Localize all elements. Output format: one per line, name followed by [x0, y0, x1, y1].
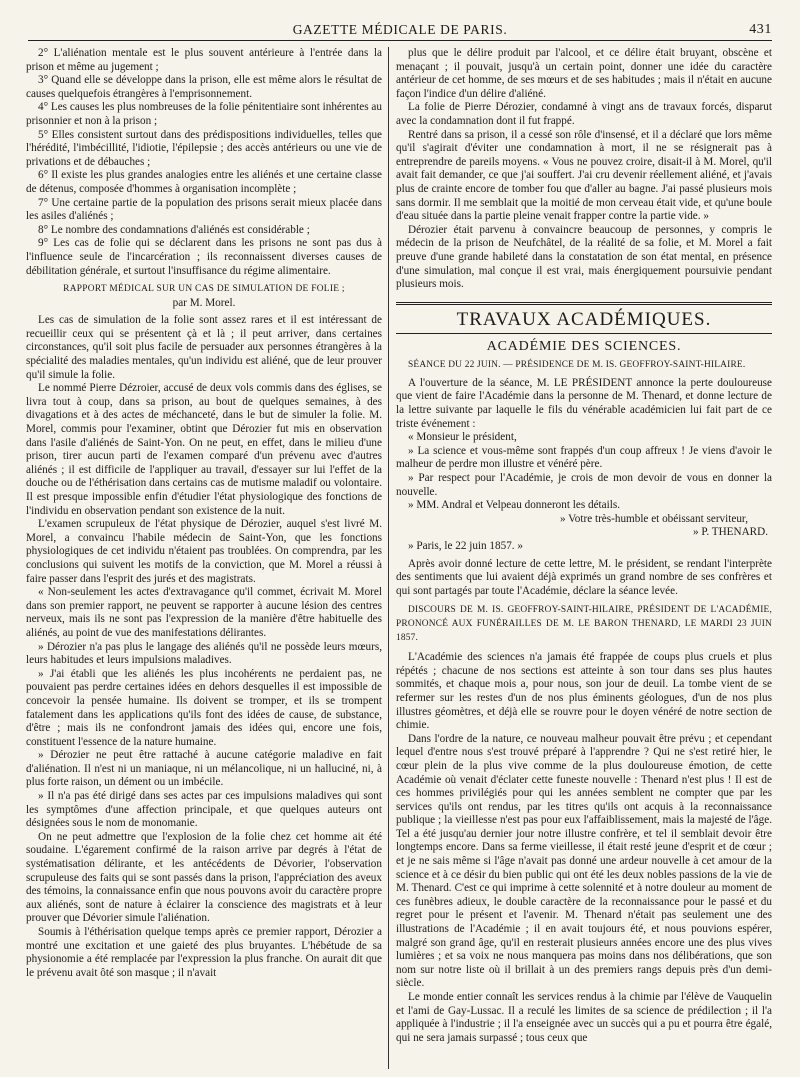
body-paragraph: La folie de Pierre Dérozier, condamné à vingt ans de travaux forcés, disparut avec la condamnation dont il fut frappé.	[396, 101, 772, 127]
letter-line: » La science et vous-même sont frappés d'un coup affreux ! Je viens d'avoir le malheur de perdre mon illustre et vénéré père.	[396, 444, 772, 471]
section-title: TRAVAUX ACADÉMIQUES.	[456, 308, 712, 330]
letter-salutation: « Monsieur le président,	[408, 431, 517, 444]
body-paragraph: L'Académie des sciences n'a jamais été frappée de coups plus cruels et plus répétés ; chacune de nos sections est atteinte à son tour dans ses plus hautes sommités, et chaque mois a, pour nous, son jour de deuil. La tombe vient de se refermer sur les restes d'un de nos plus éminents géologues, d'un de nos plus illustres géomètres, et déjà elle se rouvre pour le doyen vénéré de notre section de chimie.	[396, 651, 772, 732]
letter-signature: » P. THENARD.	[692, 526, 768, 539]
section-title-box	[396, 302, 772, 334]
body-paragraph: « Non-seulement les actes d'extravagance qu'il commet, écrivait M. Morel dans son premier rapport, ne peuvent se rapporter à aucune lésion des centres nerveux, mais ils ne sont pas l'expression de la manière d'être habituelle des aliénés, au point de vue des manifestations délirantes.	[26, 586, 382, 639]
letter-line: » MM. Andral et Velpeau donneront les détails.	[408, 499, 621, 512]
conclusion-paragraph: 2° L'aliénation mentale est le plus souvent antérieure à l'entrée dans la prison et même au jugement ;	[26, 47, 382, 73]
body-paragraph: Le nommé Pierre Dézroier, accusé de deux vols commis dans des églises, se livra tout à coup, dans sa prison, au bout de quelques semaines, à des divagations et à des actes de méchanceté, dans le but de simuler la folie. M. Morel, commis pour l'examiner, obtint que Dérozier fut mis en observation dans l'asile d'aliénés de Saint-Yon. On ne peut, en effet, dans le milieu d'une prison, tirer aucun parti de l'examen comparé d'un prévenu avec d'autres aliénés ; il est difficile de l'appliquer au travail, d'essayer sur lui l'effet de la douche ou de l'éthérisation dans certains cas de mutisme maladif ou volontaire. Il est presque impossible enfin d'étudier l'état physiologique des fonctions de l'individu en observation pendant son existence de la nuit.	[26, 382, 382, 517]
body-paragraph: » J'ai établi que les aliénés les plus incohérents ne perdaient pas, ne pouvaient pas perdre certaines idées en dehors desquelles il est impossible de concevoir la pensée humaine. Ils doivent se tromper, et ils se trompent fatalement dans les applications qu'ils font des idées de cause, de substance, d'être ; mais ils ne confondront jamais des idées qui, encore une fois, constituent l'essence de la nature humaine.	[26, 667, 382, 748]
body-paragraph: Soumis à l'éthérisation quelque temps après ce premier rapport, Dérozier a montré une excitation et une gaieté des plus bruyantes. L'hébétude de sa physionomie a été remplacée par l'expression la plus franche. On aurait dit que le prévenu avait ôté son masque ; il n'avait	[26, 926, 382, 979]
conclusion-paragraph: 8° Le nombre des condamnations d'aliénés est considérable ;	[38, 223, 310, 236]
letter-date: » Paris, le 22 juin 1857. »	[408, 540, 523, 552]
body-paragraph: » Il n'a pas été dirigé dans ses actes par ces impulsions maladives qui sont les symptômes d'une affection principale, et que quelques auteurs ont désignées sous le nom de monomanie.	[26, 790, 382, 830]
body-paragraph: » Dérozier n'a pas plus le langage des aliénés qu'il ne possède leurs mœurs, leurs habitudes et leurs impulsions maladives.	[26, 640, 382, 667]
left-column	[26, 47, 382, 1069]
body-paragraph: L'examen scrupuleux de l'état physique de Dérozier, auquel s'est livré M. Morel, a convaincu l'habile médecin de Saint-Yon, que les fonctions physiologiques de cet individu n'étaient pas troublées. On comprendra, par les conclusions qui suivent les motifs de la conviction, que M. Morel a réussi à faire passer dans l'esprit des jurés et des magistrats.	[26, 518, 382, 585]
conclusion-paragraph: 9° Les cas de folie qui se déclarent dans les prisons ne sont pas dus à l'influence seule de l'incarcération ; ils reconnaissent diverses causes de débilitation générale, et surtout l'insuffisance du régime alimentaire.	[26, 237, 382, 277]
conclusion-paragraph: 4° Les causes les plus nombreuses de la folie pénitentiaire sont inhérentes au prisonnier et non à la prison ;	[26, 101, 382, 127]
right-column	[396, 47, 772, 1069]
conclusion-paragraph: 3° Quand elle se développe dans la prison, elle est même alors le résultat de causes quelquefois étrangères à l'emprisonnement.	[26, 74, 382, 100]
page-number: 431	[749, 22, 772, 37]
page-header	[28, 20, 772, 41]
body-paragraph: » Dérozier ne peut être rattaché à aucune catégorie maladive en fait d'aliénation. Il n'est ni un maniaque, ni un mélancolique, ni un halluciné, ni, à plus forte raison, un dément ou un imbécile.	[26, 749, 382, 789]
conclusion-paragraph: 7° Une certaine partie de la population des prisons serait mieux placée dans les asiles d'aliénés ;	[26, 196, 382, 223]
session-heading: SÉANCE DU 22 JUIN. — PRÉSIDENCE DE M. IS. GEOFFROY-SAINT-HILAIRE.	[408, 360, 746, 371]
body-paragraph: Rentré dans sa prison, il a cessé son rôle d'insensé, et il a déclaré que lors même qu'il s'agirait d'éviter une condamnation à mort, il ne se résignerait pas à entreprendre de pareils moyens. « Vous ne pouvez croire, disait-il à M. Morel, qu'il avait fait demander, ce que j'ai souffert. J'ai cru devenir réellement aliéné, et j'avais plus de crainte encore de tomber fou que d'aller au bagne. J'ai passé plusieurs mois sans dormir. Il me semblait que la moitié de mon cerveau était vide, et qu'une boule d'eau située dans la partie pleine venait frapper contre la partie vide. »	[396, 128, 772, 223]
conclusion-paragraph: 5° Elles consistent surtout dans des prédispositions individuelles, telles que l'hérédité, l'imbécillité, l'idiotie, l'épilepsie ; des accès antérieurs ou une vie de privations et de débauches ;	[26, 128, 382, 168]
body-paragraph: Le monde entier connaît les services rendus à la chimie par l'élève de Vauquelin et l'ami de Gay-Lussac. Il a reculé les limites de sa science de prédilection ; il l'a appliquée à l'industrie ; il l'a enseignée avec un succès qui a pu et pourra être égalé, qui ne sera jamais surpassé ; tous ceux que	[396, 991, 772, 1044]
speech-heading: DISCOURS DE M. IS. GEOFFROY-SAINT-HILAIRE, PRÉSIDENT DE L'ACADÉMIE, PRONONCÉ AUX FUNÉRAILLES DE M. LE BARON THENARD, LE MARDI 23 JUIN 1857.	[396, 605, 772, 643]
conclusion-paragraph: 6° Il existe les plus grandes analogies entre les aliénés et une certaine classe de détenus, composée d'hommes à organisation incomplète ;	[26, 169, 382, 195]
body-paragraph: Après avoir donné lecture de cette lettre, M. le président, se rendant l'interprète des sentiments que lui avaient déjà exprimés un grand nombre de ses confrères et qui sont partagés par toute l'Académie, déclare la séance levée.	[396, 557, 772, 597]
letter-line: » Par respect pour l'Académie, je crois de mon devoir de vous en donner la nouvelle.	[396, 472, 772, 498]
academy-heading: ACADÉMIE DES SCIENCES.	[486, 338, 682, 354]
body-paragraph: Les cas de simulation de la folie sont assez rares et il est intéressant de recueillir ceux qui se présentent çà et là ; il peut arriver, dans certaines circonstances, qu'il soit plus facile de persuader aux personnes étrangères à la spécialité des maladies mentales, qu'un individu est aliéné, que de leur prouver qu'il simule la folie.	[26, 314, 382, 381]
body-paragraph: On ne peut admettre que l'explosion de la folie chez cet homme ait été soudaine. L'égarement confirmé de la raison arrive par degrés à l'état de systématisation délirante, et les antécédents de Dévorier, l'observation scrupuleuse des faits qui se sont passés dans la prison, l'appréciation des aveux des témoins, la connaissance enfin que nous pouvons avoir du caractère propre aux aliénés, sont de nature à éclairer la conscience des magistrats et à leur prouver que Dévorier simule l'aliénation.	[26, 830, 382, 925]
letter-closing: » Votre très-humble et obéissant serviteur,	[559, 512, 748, 525]
body-paragraph: plus que le délire produit par l'alcool, et ce délire était bruyant, obscène et menaçant ; il pouvait, jusqu'à un certain point, donner une idée du caractère antérieur de cet homme, de ses mœurs et de ses habitudes ; mais il n'était en aucune façon l'indice d'un délire d'aliéné.	[396, 47, 772, 100]
body-paragraph: Dans l'ordre de la nature, ce nouveau malheur pouvait être prévu ; et cependant lequel d'entre nous s'est trouvé préparé à l'apprendre ? Qui ne s'est retiré hier, le cœur plein de la plus vive comme de la plus douloureuse émotion, de cette Académie où venait d'éclater cette funeste nouvelle : Thenard n'est plus ! Il est de ces hommes privilégiés pour qui les années semblent ne compter que par les services qu'ils ont rendus, par les titres qu'ils ont acquis à la reconnaissance publique ; la vieillesse n'est pas pour eux l'affaiblissement, mais la majesté de l'âge. Tel a été jusqu'au dernier jour notre illustre confrère, et tel il semblait devoir être longtemps encore. Dans sa ferme vieillesse, il était resté jeune d'esprit et de cœur ; et je ne sais même si l'âge n'avait pas donné une ardeur nouvelle à cet amour de la science et à ce désir du bien public qui ont été les deux nobles passions de la vie de M. Thenard. C'est ce qui imprime à cette solennité et à notre douleur au moment de ces funèbres adieux, le double caractère de la reconnaissance pour le passé et du regret pour le présent et l'avenir. M. Thenard n'était pas seulement une des illustrations de l'Académie ; il en avait toujours été, et nous pouvions espérer, malgré son grand âge, qu'il en resterait plusieurs années encore une des plus vives lumières ; et sa voix ne nous manquera pas moins dans nos délibérations, que son nom sur notre liste où il brillait à un des premiers rangs depuis près d'un demi-siècle.	[396, 732, 772, 990]
journal-title: GAZETTE MÉDICALE DE PARIS.	[292, 22, 508, 37]
body-paragraph: Dérozier était parvenu à convaincre beaucoup de personnes, y compris le médecin de la prison de Neufchâtel, de la réalité de sa folie, et M. Morel a fait preuve d'une grande habileté dans la constatation de son état mental, en présence d'une simulation, mal conçue il est vrai, mais énergiquement poursuivie pendant plusieurs mois.	[396, 223, 772, 291]
report-heading: RAPPORT MÉDICAL SUR UN CAS DE SIMULATION DE FOLIE ;	[63, 284, 345, 295]
report-byline: par M. Morel.	[172, 296, 236, 309]
column-divider	[388, 47, 389, 1069]
body-paragraph: A l'ouverture de la séance, M. LE PRÉSIDENT annonce la perte douloureuse que vient de faire l'Académie dans la personne de M. Thenard, et donne lecture de la lettre suivante par laquelle le fils du vénérable académicien lui fait part de ce triste événement :	[396, 376, 772, 430]
